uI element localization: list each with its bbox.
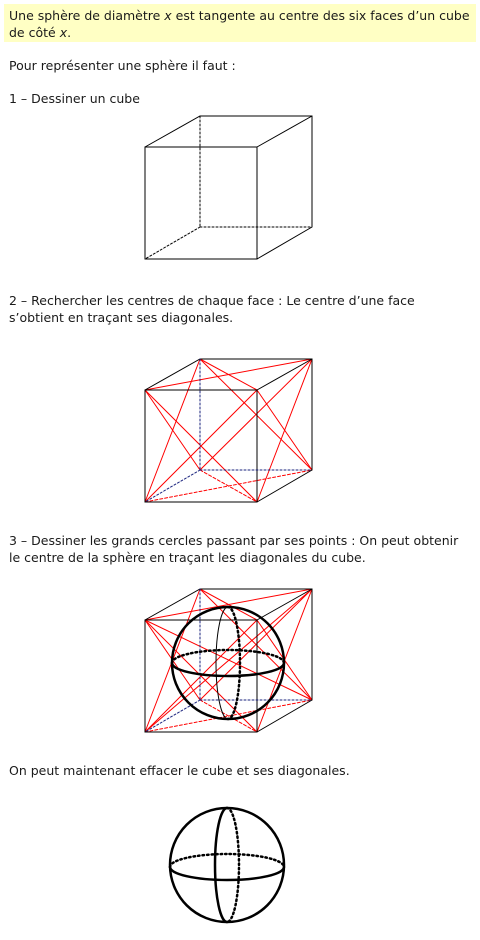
meridian-front [215,808,227,922]
lead-text: Pour représenter une sphère il faut : [9,58,236,73]
cube-front-face [145,147,257,259]
intro-text-2: est tangente au centre des six faces d’un cube de côté [9,8,470,40]
intro-text-1: Une sphère de diamètre [9,8,165,23]
intro-var-x-2: x [59,25,68,40]
sphere-outline [170,808,284,922]
intro-text-3: . [67,25,72,40]
intro-var-x: x [164,8,172,23]
step-2-text: 2 – Rechercher les centres de chaque face : Le centre d’une face s’obtient en traçant ses diagonales. [9,293,415,325]
meridian-back [227,808,239,922]
equator-front [170,867,284,880]
intro-box [4,4,476,42]
cube-hidden-edges [145,116,312,259]
cube-diagonals-figure [140,355,320,505]
step-1-text: 1 – Dessiner un cube [9,91,140,106]
face-diagonals [145,359,312,502]
closing-text: On peut maintenant effacer le cube et ses diagonales. [9,763,350,778]
sphere-figure [160,800,300,930]
cube-top-right-edge [257,116,312,147]
cube-back-edges [145,116,312,259]
cube-figure [140,112,320,262]
sphere-circles [172,607,284,719]
step-3-text: 3 – Dessiner les grands cercles passant par ses points : On peut obtenir le centre de la sphère en traçant les diagonales du cube. [9,533,459,565]
bottom-face-diagonals [145,470,312,502]
cube-sphere-figure [140,585,320,735]
equator-back [170,854,284,867]
